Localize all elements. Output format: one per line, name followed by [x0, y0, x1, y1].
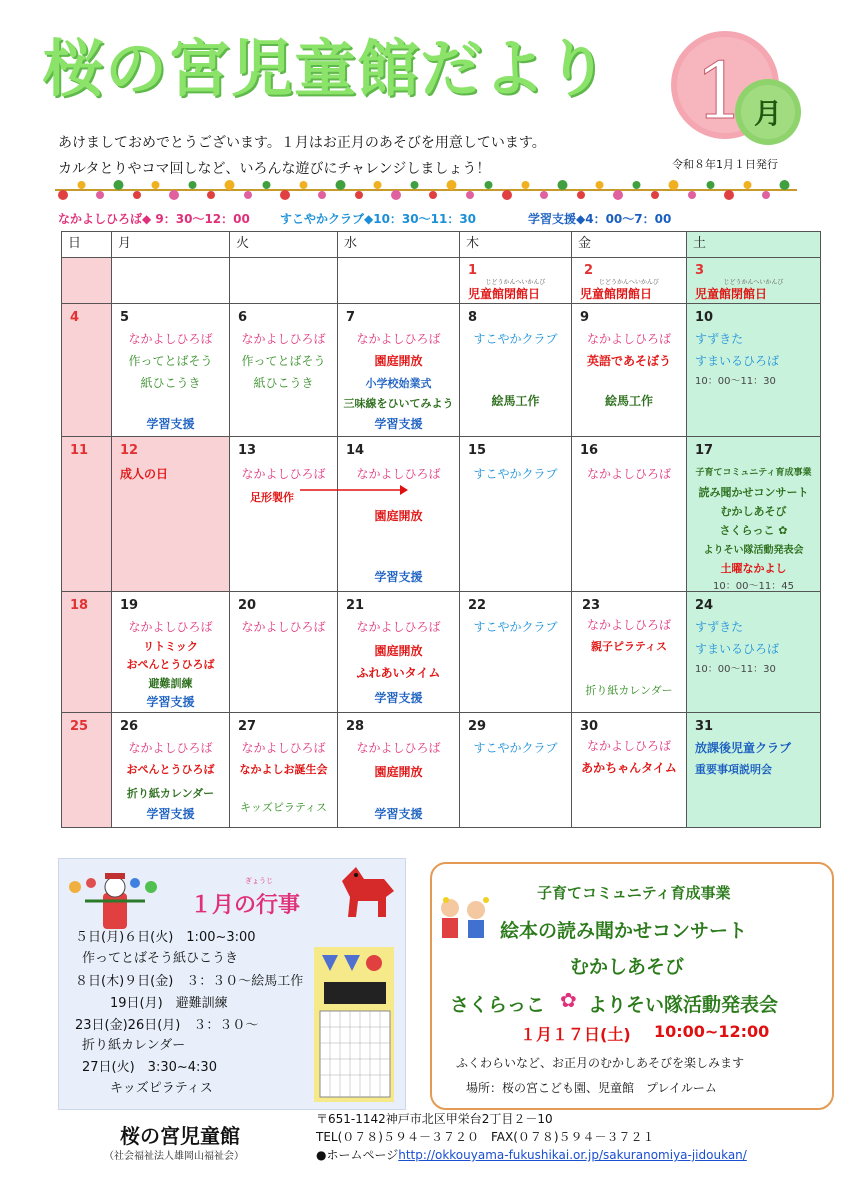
- day-number: 20: [238, 598, 257, 613]
- event-ruby: じどうかんへいかんび: [723, 279, 784, 286]
- event-line: なかよしひろば: [128, 332, 213, 346]
- kosodate-concert: 絵本の読み聞かせコンサート: [500, 920, 748, 942]
- event-line: 成人の日: [120, 467, 169, 481]
- garland-flower: [558, 180, 568, 190]
- garland-flower: [411, 181, 419, 189]
- newsletter-title: 桜の宮児童館だより: [42, 32, 610, 105]
- garland-flower: [669, 180, 679, 190]
- event-line: 園庭開放: [374, 509, 423, 523]
- event-line: なかよしひろば: [356, 467, 441, 481]
- garland-flower: [429, 191, 437, 199]
- calendar-day: [338, 592, 460, 713]
- event-line: すこやかクラブ: [473, 332, 558, 346]
- calendar-week-row: [62, 258, 821, 304]
- garland-flower: [762, 191, 770, 199]
- horse-origami-icon: [334, 861, 404, 921]
- event-line: 足形製作: [250, 491, 294, 504]
- garland-flower: [744, 181, 752, 189]
- event-line: 園庭開放: [374, 644, 423, 658]
- calendar-day: [338, 304, 460, 437]
- day-number: 2: [584, 263, 594, 278]
- day-number: 26: [120, 719, 139, 734]
- calendar-day-empty: [230, 258, 338, 304]
- event-line: 学習支援: [146, 695, 195, 709]
- calendar-day: [62, 592, 112, 713]
- event-line: 学習支援: [374, 417, 423, 431]
- calendar-day: [338, 437, 460, 592]
- event-line: 折り紙カレンダー: [585, 684, 673, 697]
- calendar-day: [230, 592, 338, 713]
- events-title: １月の行事: [190, 893, 301, 918]
- event-line: あかちゃんタイム: [581, 761, 677, 775]
- day-number: 30: [580, 719, 599, 734]
- kosodate-place: 場所：桜の宮こども園、児童館 プレイルーム: [466, 1081, 717, 1095]
- calendar-day: [62, 713, 112, 828]
- garland-flower: [707, 181, 715, 189]
- calendar-day: [230, 304, 338, 437]
- garland-flower: [263, 181, 271, 189]
- month-unit: 月: [753, 97, 783, 130]
- garland-flower: [391, 190, 401, 200]
- event-line: 学習支援: [374, 570, 423, 584]
- day-number: 15: [468, 443, 487, 458]
- event-line: 土曜なかよし: [720, 562, 787, 575]
- event-item: 作ってとばそう紙ひこうき: [82, 951, 239, 966]
- calendar-day: [460, 437, 572, 592]
- homepage-row: [316, 1146, 747, 1163]
- event-line: ふれあいタイム: [356, 666, 441, 680]
- weekday-header-row: [62, 232, 821, 258]
- greeting-line-2: カルタとりやコマ回しなど、いろんな遊びにチャレンジしましょう！: [58, 161, 491, 177]
- month-badge: [665, 30, 805, 150]
- day-number: 24: [695, 598, 714, 613]
- event-line: 学習支援: [146, 417, 195, 431]
- calendar-day: [338, 713, 460, 828]
- event-line: 絵馬工作: [491, 394, 540, 408]
- garland-flower: [688, 191, 696, 199]
- event-line: なかよしひろば: [586, 332, 671, 346]
- event-closed: 児童館閉館日: [580, 287, 653, 301]
- kosodate-program-name: 子育てコミュニティ育成事業: [537, 884, 731, 902]
- event-line: 紙ひこうき: [253, 376, 314, 390]
- event-line: すこやかクラブ: [473, 620, 558, 634]
- calendar-day: [460, 592, 572, 713]
- event-line: なかよしひろば: [241, 620, 326, 634]
- event-line: さくらっこ ✿: [719, 524, 788, 537]
- event-line: すこやかクラブ: [473, 467, 558, 481]
- calendar-day: [230, 437, 338, 592]
- weekday-sun: 日: [62, 232, 112, 258]
- event-line: なかよしひろば: [356, 332, 441, 346]
- event-time: 10：00～11：45: [713, 581, 794, 592]
- issue-date: 令和８年1月１日発行: [672, 158, 778, 171]
- weekday-sat: 土: [687, 232, 821, 258]
- garland-flower: [336, 180, 346, 190]
- garland-flower: [540, 191, 548, 199]
- day-number: 31: [695, 719, 714, 734]
- garland-flower: [114, 180, 124, 190]
- calendar-day: [62, 304, 112, 437]
- community-event-box: [430, 862, 834, 1110]
- calendar-day-empty: [62, 258, 112, 304]
- event-ruby: じどうかんへいかんび: [485, 279, 546, 286]
- garland-flower: [318, 191, 326, 199]
- event-line: リトミック: [143, 640, 198, 653]
- garland-flower: [596, 181, 604, 189]
- garland-flower: [58, 190, 68, 200]
- calendar-day: [460, 304, 572, 437]
- event-line: なかよしひろば: [586, 618, 671, 632]
- event-line: むかしあそび: [720, 505, 787, 518]
- organization-parent: （社会福祉法人雄岡山福祉会）: [104, 1151, 244, 1162]
- kosodate-sakurakko: さくらっこ: [450, 994, 546, 1016]
- garland-flower: [466, 191, 474, 199]
- event-item: 27日(火) 3:30~4:30: [82, 1060, 217, 1075]
- event-line: 小学校始業式: [365, 377, 432, 390]
- scarecrow-illustration-icon: [65, 865, 165, 935]
- calendar-day: [687, 304, 821, 437]
- event-line: 紙ひこうき: [140, 376, 201, 390]
- day-number: 10: [695, 310, 714, 325]
- event-line: 学習支援: [374, 691, 423, 705]
- weekday-mon: 月: [112, 232, 230, 258]
- garland-flower: [207, 191, 215, 199]
- garland-flower: [169, 190, 179, 200]
- event-line: なかよしお誕生会: [239, 763, 328, 776]
- event-line: 作ってとばそう: [241, 354, 326, 368]
- event-closed: 児童館閉館日: [468, 287, 541, 301]
- day-number: 19: [120, 598, 139, 613]
- event-line: すまいるひろば: [695, 642, 780, 656]
- events-title-ruby: ぎょうじ: [245, 877, 273, 885]
- event-line: 園庭開放: [374, 354, 423, 368]
- day-number: 28: [346, 719, 365, 734]
- kosodate-yorisoi: よりそい隊活動発表会: [588, 994, 779, 1016]
- calendar-day: [460, 258, 572, 304]
- garland-flower: [780, 180, 790, 190]
- day-number: 25: [70, 719, 89, 734]
- event-line: なかよしひろば: [241, 467, 326, 481]
- garland-flower: [133, 191, 141, 199]
- day-number: 8: [468, 310, 478, 325]
- event-line: 英語であそぼう: [586, 354, 671, 368]
- event-line: 作ってとばそう: [128, 354, 213, 368]
- origami-calendar-image: [314, 947, 394, 1102]
- kosodate-date: １月１７日(土): [520, 1025, 631, 1044]
- event-line: なかよしひろば: [356, 741, 441, 755]
- monthly-calendar: [61, 231, 821, 828]
- event-line: 三味線をひいてみよう: [343, 397, 454, 410]
- event-line: 折り紙カレンダー: [126, 787, 215, 800]
- garland-flower: [300, 181, 308, 189]
- event-line: なかよしひろば: [356, 620, 441, 634]
- calendar-day-empty: [112, 258, 230, 304]
- event-line: 放課後児童クラブ: [695, 741, 792, 755]
- garland-flower: [78, 181, 86, 189]
- day-number: 22: [468, 598, 487, 613]
- garland-flower: [96, 191, 104, 199]
- day-number: 11: [70, 443, 89, 458]
- calendar-day: [572, 592, 687, 713]
- event-line: 避難訓練: [148, 677, 193, 690]
- calendar-day-empty: [338, 258, 460, 304]
- day-number: 21: [346, 598, 365, 613]
- event-item: 23日(金)26日(月) ３：３０～: [75, 1018, 259, 1033]
- kosodate-description: ふくわらいなど、お正月のむかしあそびを楽しみます: [456, 1056, 745, 1070]
- day-number: 23: [582, 598, 601, 613]
- garland-flower: [522, 181, 530, 189]
- calendar-day: [112, 592, 230, 713]
- garland-flower: [225, 180, 235, 190]
- greeting-line-1: あけましておめでとうございます。１月はお正月のあそびを用意しています。: [58, 135, 546, 151]
- day-number: 18: [70, 598, 89, 613]
- arrow-icon: [300, 483, 410, 497]
- event-line: すずきた: [695, 332, 744, 346]
- calendar-week-row: [62, 437, 821, 592]
- flower-garland-decoration: [55, 177, 797, 203]
- garland-flower: [355, 191, 363, 199]
- day-number: 12: [120, 443, 139, 458]
- kosodate-mukashi-asobi: むかしあそび: [570, 956, 685, 978]
- calendar-day: [112, 713, 230, 828]
- garland-flower: [613, 190, 623, 200]
- event-line: すこやかクラブ: [473, 741, 558, 755]
- event-line: 重要事項説明会: [695, 763, 772, 776]
- calendar-day-holiday: [112, 437, 230, 592]
- garland-flower: [374, 181, 382, 189]
- month-number: 1: [695, 47, 745, 137]
- garland-flower: [447, 180, 457, 190]
- garland-flower: [724, 190, 734, 200]
- calendar-day: [687, 437, 821, 592]
- event-line: なかよしひろば: [128, 620, 213, 634]
- event-item: キッズピラティス: [110, 1081, 213, 1096]
- event-line: なかよしひろば: [241, 741, 326, 755]
- day-number: 14: [346, 443, 365, 458]
- event-line: すずきた: [695, 620, 744, 634]
- weekday-tue: 火: [230, 232, 338, 258]
- event-line: キッズピラティス: [240, 801, 327, 814]
- garland-flower: [577, 191, 585, 199]
- event-line: 学習支援: [146, 807, 195, 821]
- weekday-thu: 木: [460, 232, 572, 258]
- day-number: 1: [468, 263, 478, 278]
- calendar-day: [572, 304, 687, 437]
- event-line: よりそい隊活動発表会: [703, 545, 804, 556]
- event-item: ５日(月)６日(火) 1:00~3:00: [75, 930, 256, 945]
- calendar-week-row: [62, 713, 821, 828]
- day-number: 13: [238, 443, 257, 458]
- day-number: 3: [695, 263, 705, 278]
- legend-nakayoshi: なかよしひろば◆ 9：30～12：00: [58, 212, 250, 226]
- calendar-day: [230, 713, 338, 828]
- calendar-day: [460, 713, 572, 828]
- schedule-legend: [58, 210, 818, 228]
- garland-flower: [280, 190, 290, 200]
- day-number: 27: [238, 719, 257, 734]
- children-illustration-icon: [436, 894, 498, 942]
- calendar-day: [572, 713, 687, 828]
- garland-flower: [189, 181, 197, 189]
- postal-address: 〒651-1142神戸市北区甲栄台2丁目２－10: [316, 1112, 553, 1126]
- event-ruby: じどうかんへいかんび: [599, 279, 659, 286]
- event-item: ８日(木)９日(金) ３：３０～絵馬工作: [75, 974, 304, 989]
- calendar-day: [112, 304, 230, 437]
- event-closed: 児童館閉館日: [695, 287, 768, 301]
- day-number: 16: [580, 443, 599, 458]
- day-number: 7: [346, 310, 356, 325]
- weekday-fri: 金: [572, 232, 687, 258]
- phone-fax: TEL(０７８)５９４－３７２０ FAX(０７８)５９４－３７２１: [316, 1130, 655, 1144]
- event-line: 読み聞かせコンサート: [698, 486, 809, 499]
- homepage-link[interactable]: http://okkouyama-fukushikai.or.jp/sakuranomiya-jidoukan/: [398, 1148, 747, 1162]
- calendar-day: [572, 258, 687, 304]
- event-line: すまいるひろば: [695, 354, 780, 368]
- day-number: 6: [238, 310, 248, 325]
- garland-flower: [633, 181, 641, 189]
- event-line: 親子ピラティス: [590, 640, 668, 653]
- sakura-flower-icon: ✿: [560, 988, 577, 1012]
- event-line: なかよしひろば: [241, 332, 326, 346]
- garland-flower: [485, 181, 493, 189]
- legend-gakushu: 学習支援◆4：00～7：00: [528, 212, 672, 226]
- garland-flower: [152, 181, 160, 189]
- event-line: おぺんとうひろば: [126, 658, 215, 671]
- event-line: おぺんとうひろば: [126, 763, 215, 776]
- kosodate-time: 10:00~12:00: [654, 1022, 770, 1041]
- legend-sukoyaka: すこやかクラブ◆10：30～11：30: [280, 212, 477, 226]
- calendar-day: [687, 258, 821, 304]
- event-line: なかよしひろば: [586, 739, 671, 753]
- calendar-day: [62, 437, 112, 592]
- calendar-day: [687, 713, 821, 828]
- garland-flower: [244, 191, 252, 199]
- event-item: 19日(月) 避難訓練: [110, 996, 228, 1011]
- event-item: 折り紙カレンダー: [82, 1038, 186, 1053]
- garland-flower: [651, 191, 659, 199]
- homepage-label: ●ホームページ: [316, 1148, 399, 1162]
- event-line: なかよしひろば: [586, 467, 671, 481]
- event-line: 学習支援: [374, 807, 423, 821]
- day-number: 4: [70, 310, 80, 325]
- event-line: 絵馬工作: [604, 394, 653, 408]
- event-time: 10：00～11：30: [695, 664, 776, 675]
- event-time: 10：00～11：30: [695, 376, 776, 387]
- garland-flower: [502, 190, 512, 200]
- event-line: 子育てコミュニティ育成事業: [695, 468, 812, 478]
- day-number: 17: [695, 443, 714, 458]
- calendar-day: [572, 437, 687, 592]
- day-number: 29: [468, 719, 487, 734]
- event-line: なかよしひろば: [128, 741, 213, 755]
- weekday-wed: 水: [338, 232, 460, 258]
- calendar-week-row: [62, 592, 821, 713]
- calendar-week-row: [62, 304, 821, 437]
- calendar-day: [687, 592, 821, 713]
- day-number: 5: [120, 310, 130, 325]
- day-number: 9: [580, 310, 590, 325]
- organization-name: 桜の宮児童館: [120, 1124, 240, 1148]
- event-line: 園庭開放: [374, 765, 423, 779]
